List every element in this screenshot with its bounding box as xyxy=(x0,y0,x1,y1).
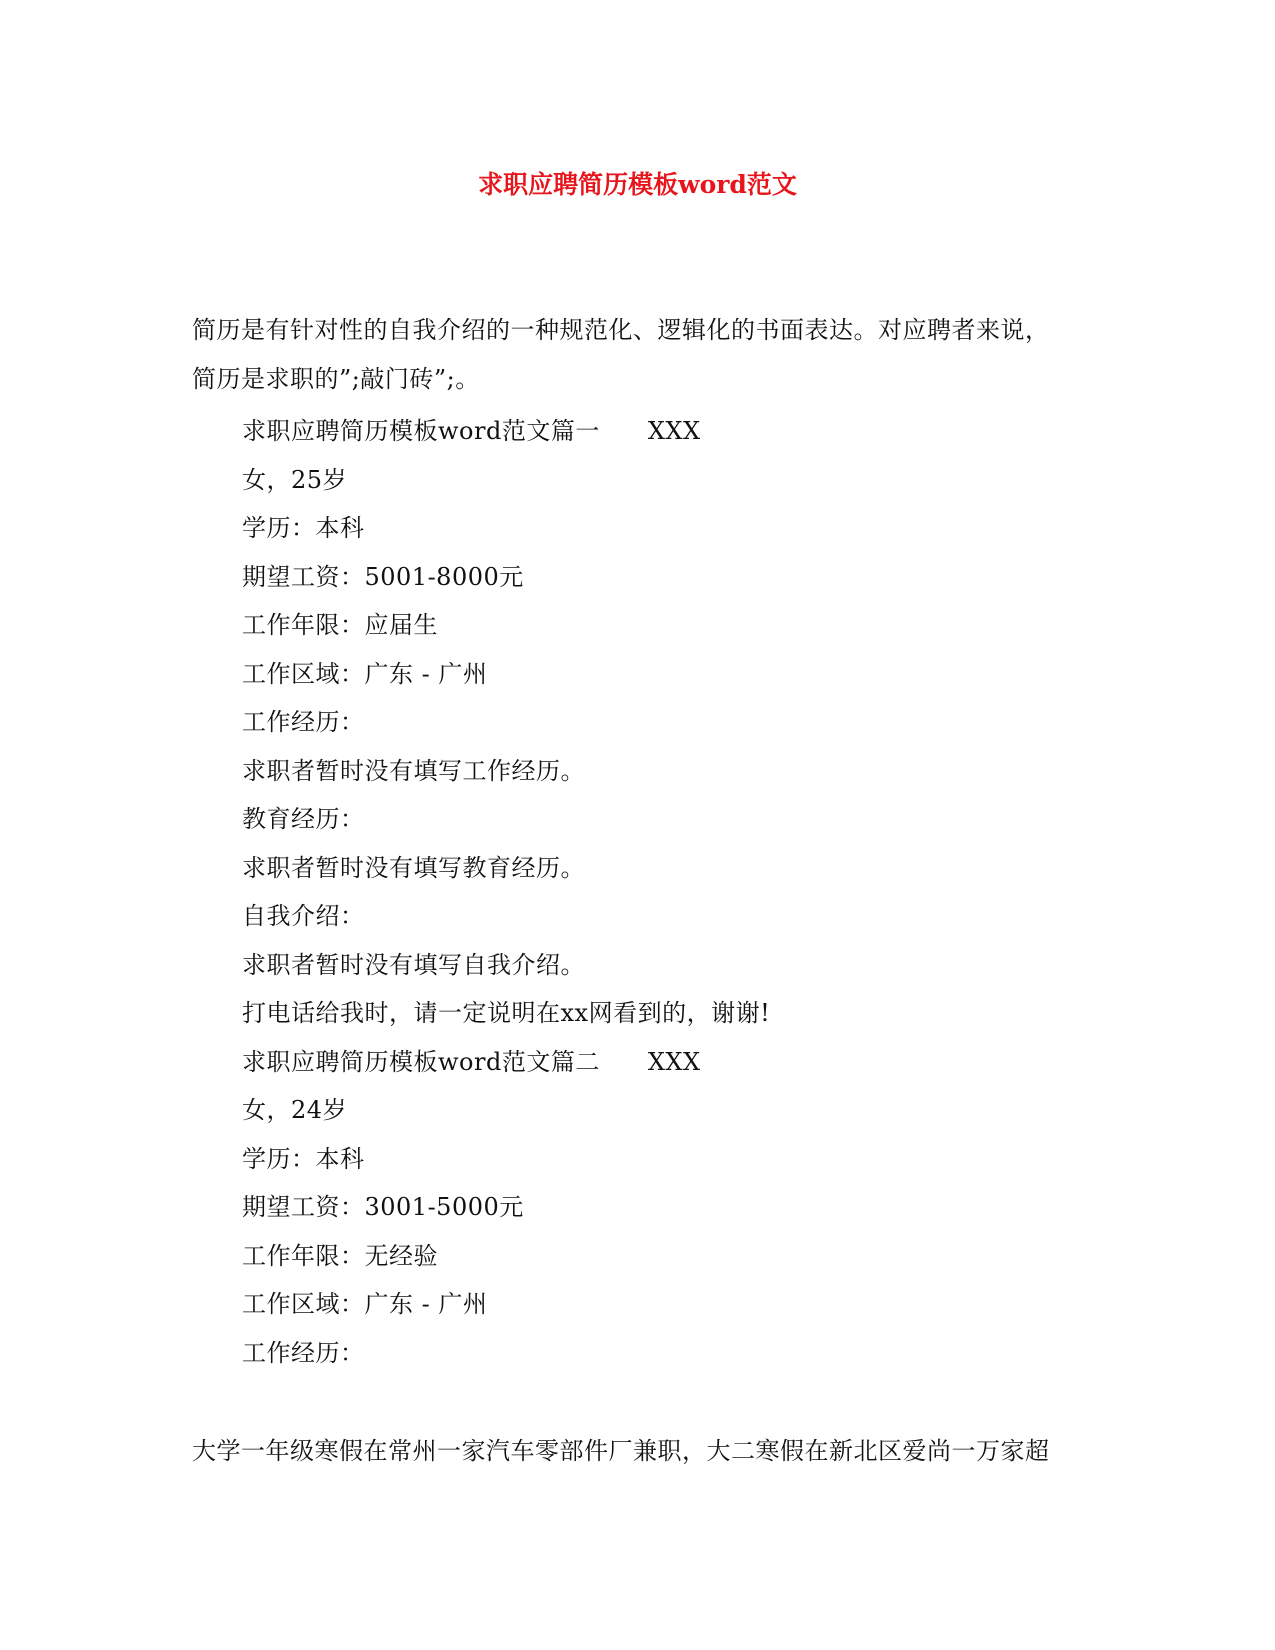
resume-two-work-area: 工作区域：广东 - 广州 xyxy=(242,1290,488,1318)
resume-one-work-experience: 求职者暂时没有填写工作经历。 xyxy=(242,756,585,785)
resume-one-name: XXX xyxy=(647,417,701,445)
document-title: 求职应聘简历模板word范文 xyxy=(478,170,797,199)
resume-one-education: 学历：本科 xyxy=(242,514,365,542)
resume-one-work-years: 工作年限：应届生 xyxy=(242,611,438,639)
intro-line: 简历是有针对性的自我介绍的一种规范化、逻辑化的书面表达。对应聘者来说， xyxy=(192,316,1050,344)
resume-two-education: 学历：本科 xyxy=(242,1144,365,1173)
resume-two-work-experience-label: 工作经历： xyxy=(242,1338,365,1367)
resume-one-salary: 期望工资：5001-8000元 xyxy=(242,562,524,591)
intro-line: 简历是求职的”;敲门砖”;。 xyxy=(192,365,480,393)
resume-one-self-intro-label: 自我介绍： xyxy=(242,902,365,930)
resume-two-work-years: 工作年限：无经验 xyxy=(242,1241,438,1270)
resume-two-name: XXX xyxy=(647,1047,701,1076)
resume-two-gender-age: 女，24岁 xyxy=(242,1096,348,1124)
resume-body xyxy=(242,407,1062,1377)
resume-one-heading: 求职应聘简历模板word范文篇一 xyxy=(242,417,600,445)
resume-two-heading-row xyxy=(242,1038,1062,1087)
tail-line: 大学一年级寒假在常州一家汽车零部件厂兼职，大二寒假在新北区爱尚一万家超 xyxy=(192,1437,1050,1465)
intro-paragraph xyxy=(192,306,1092,404)
resume-one-self-intro: 求职者暂时没有填写自我介绍。 xyxy=(242,950,585,979)
resume-one-work-area: 工作区域：广东 - 广州 xyxy=(242,659,488,688)
resume-one-phone-note: 打电话给我时，请一定说明在xx网看到的，谢谢! xyxy=(242,999,771,1027)
tail-paragraph xyxy=(192,1427,1092,1476)
resume-two-salary: 期望工资：3001-5000元 xyxy=(242,1193,524,1221)
resume-two-heading: 求职应聘简历模板word范文篇二 xyxy=(242,1047,600,1076)
resume-one-gender-age: 女，25岁 xyxy=(242,465,348,494)
resume-one-education-experience: 求职者暂时没有填写教育经历。 xyxy=(242,853,585,882)
resume-one-work-experience-label: 工作经历： xyxy=(242,708,365,736)
resume-one-heading-row xyxy=(242,407,1062,456)
resume-one-education-experience-label: 教育经历： xyxy=(242,805,365,833)
